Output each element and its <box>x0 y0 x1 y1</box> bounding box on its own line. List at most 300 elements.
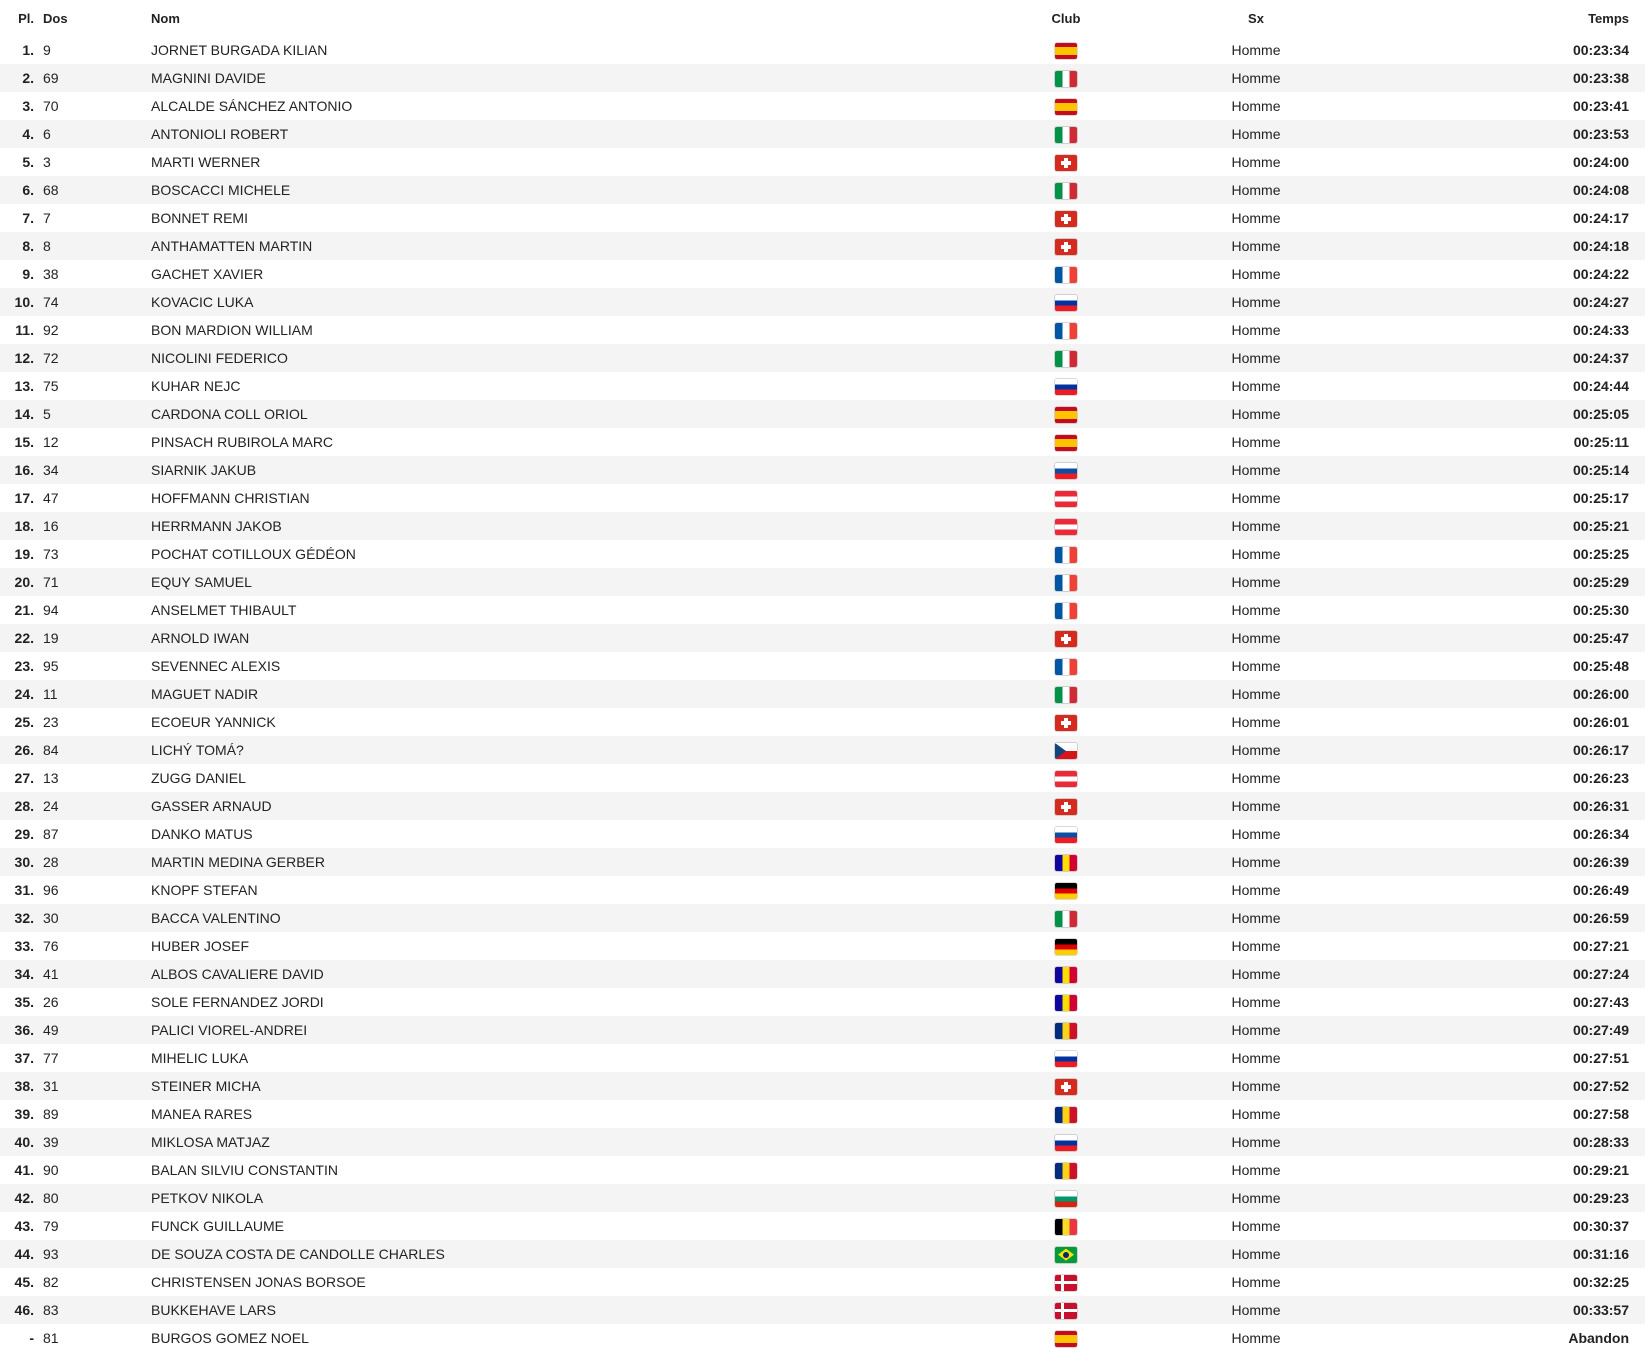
bib-cell: 68 <box>43 182 59 198</box>
flag-ita-icon <box>1055 183 1077 199</box>
flag-slo-icon <box>1055 295 1077 311</box>
bib-cell: 9 <box>43 42 51 58</box>
time-cell: 00:27:52 <box>1572 1078 1629 1094</box>
name-cell: HUBER JOSEF <box>151 938 250 954</box>
flag-ger-icon <box>1055 939 1077 955</box>
table-row <box>0 428 1645 456</box>
club-cell <box>971 148 1161 176</box>
place-cell: 36. <box>14 1022 34 1038</box>
table-header-row <box>0 0 1645 36</box>
bib-cell: 95 <box>43 658 59 674</box>
time-cell: 00:25:21 <box>1572 518 1629 534</box>
club-cell <box>971 792 1161 820</box>
sex-cell: Homme <box>1231 378 1281 394</box>
name-cell: BON MARDION WILLIAM <box>151 322 313 338</box>
table-row <box>0 344 1645 372</box>
time-cell: 00:26:31 <box>1572 798 1629 814</box>
club-cell <box>971 316 1161 344</box>
sex-cell: Homme <box>1231 686 1281 702</box>
place-cell: 10. <box>14 294 34 310</box>
place-cell: 19. <box>14 546 34 562</box>
table-row <box>0 92 1645 120</box>
flag-slo-icon <box>1055 379 1077 395</box>
bib-cell: 71 <box>43 574 59 590</box>
club-cell <box>971 344 1161 372</box>
sex-cell: Homme <box>1231 910 1281 926</box>
time-cell: 00:24:08 <box>1572 182 1629 198</box>
club-cell <box>971 568 1161 596</box>
name-cell: MANEA RARES <box>151 1106 253 1122</box>
place-cell: 43. <box>14 1218 34 1234</box>
club-cell <box>971 260 1161 288</box>
name-cell: KNOPF STEFAN <box>151 882 258 898</box>
bib-cell: 47 <box>43 490 59 506</box>
place-cell: 29. <box>14 826 34 842</box>
place-cell: 35. <box>14 994 34 1010</box>
table-row <box>0 484 1645 512</box>
name-cell: JORNET BURGADA KILIAN <box>151 42 328 58</box>
bib-cell: 77 <box>43 1050 59 1066</box>
table-row <box>0 1156 1645 1184</box>
name-cell: PALICI VIOREL-ANDREI <box>151 1022 308 1038</box>
sex-cell: Homme <box>1231 630 1281 646</box>
time-cell: 00:27:49 <box>1572 1022 1629 1038</box>
club-cell <box>971 36 1161 64</box>
flag-esp-icon <box>1055 99 1077 115</box>
flag-fra-icon <box>1055 547 1077 563</box>
club-cell <box>971 372 1161 400</box>
flag-ita-icon <box>1055 687 1077 703</box>
bib-cell: 38 <box>43 266 59 282</box>
sex-cell: Homme <box>1231 1050 1281 1066</box>
header-club: Club <box>1051 10 1081 26</box>
bib-cell: 19 <box>43 630 59 646</box>
club-cell <box>971 512 1161 540</box>
club-cell <box>971 1240 1161 1268</box>
club-cell <box>971 652 1161 680</box>
sex-cell: Homme <box>1231 322 1281 338</box>
table-row <box>0 400 1645 428</box>
bib-cell: 89 <box>43 1106 59 1122</box>
club-cell <box>971 988 1161 1016</box>
sex-cell: Homme <box>1231 714 1281 730</box>
place-cell: 16. <box>14 462 34 478</box>
table-row <box>0 1240 1645 1268</box>
time-cell: 00:26:23 <box>1572 770 1629 786</box>
header-nom: Nom <box>151 10 180 26</box>
place-cell: 31. <box>14 882 34 898</box>
place-cell: 12. <box>14 350 34 366</box>
bib-cell: 82 <box>43 1274 59 1290</box>
time-cell: 00:24:33 <box>1572 322 1629 338</box>
table-row <box>0 904 1645 932</box>
sex-cell: Homme <box>1231 1330 1281 1346</box>
name-cell: ZUGG DANIEL <box>151 770 246 786</box>
table-row <box>0 1128 1645 1156</box>
time-cell: 00:32:25 <box>1572 1274 1629 1290</box>
table-row <box>0 372 1645 400</box>
bib-cell: 28 <box>43 854 59 870</box>
sex-cell: Homme <box>1231 462 1281 478</box>
place-cell: 39. <box>14 1106 34 1122</box>
name-cell: ECOEUR YANNICK <box>151 714 276 730</box>
place-cell: 24. <box>14 686 34 702</box>
name-cell: EQUY SAMUEL <box>151 574 252 590</box>
table-row <box>0 876 1645 904</box>
name-cell: POCHAT COTILLOUX GÉDÉON <box>151 546 356 562</box>
sex-cell: Homme <box>1231 42 1281 58</box>
bib-cell: 93 <box>43 1246 59 1262</box>
sex-cell: Homme <box>1231 406 1281 422</box>
table-row <box>0 288 1645 316</box>
bib-cell: 72 <box>43 350 59 366</box>
bib-cell: 70 <box>43 98 59 114</box>
sex-cell: Homme <box>1231 490 1281 506</box>
table-row <box>0 1324 1645 1352</box>
flag-esp-icon <box>1055 43 1077 59</box>
time-cell: 00:24:18 <box>1572 238 1629 254</box>
place-cell: 23. <box>14 658 34 674</box>
table-row <box>0 736 1645 764</box>
name-cell: NICOLINI FEDERICO <box>151 350 288 366</box>
table-row <box>0 120 1645 148</box>
flag-and-icon <box>1055 855 1077 871</box>
bib-cell: 23 <box>43 714 59 730</box>
name-cell: CARDONA COLL ORIOL <box>151 406 308 422</box>
table-row <box>0 1212 1645 1240</box>
bib-cell: 26 <box>43 994 59 1010</box>
flag-ita-icon <box>1055 127 1077 143</box>
time-cell: 00:24:37 <box>1572 350 1629 366</box>
time-cell: 00:24:22 <box>1572 266 1629 282</box>
name-cell: FUNCK GUILLAUME <box>151 1218 285 1234</box>
flag-svk-icon <box>1055 827 1077 843</box>
bib-cell: 74 <box>43 294 59 310</box>
bib-cell: 39 <box>43 1134 59 1150</box>
time-cell: 00:26:39 <box>1572 854 1629 870</box>
bib-cell: 73 <box>43 546 59 562</box>
place-cell: 46. <box>14 1302 34 1318</box>
sex-cell: Homme <box>1231 350 1281 366</box>
header-pl: Pl. <box>18 10 34 26</box>
flag-den-icon <box>1055 1275 1077 1291</box>
place-cell: 7. <box>22 210 34 226</box>
club-cell <box>971 92 1161 120</box>
bib-cell: 16 <box>43 518 59 534</box>
time-cell: 00:27:58 <box>1572 1106 1629 1122</box>
flag-rou-icon <box>1055 1107 1077 1123</box>
bib-cell: 13 <box>43 770 59 786</box>
sex-cell: Homme <box>1231 70 1281 86</box>
time-cell: 00:23:34 <box>1572 42 1629 58</box>
table-row <box>0 1268 1645 1296</box>
flag-sui-icon <box>1055 799 1077 815</box>
flag-bra-icon <box>1055 1247 1077 1263</box>
header-temps: Temps <box>1588 10 1629 26</box>
club-cell <box>971 428 1161 456</box>
place-cell: 40. <box>14 1134 34 1150</box>
bib-cell: 31 <box>43 1078 59 1094</box>
table-row <box>0 176 1645 204</box>
place-cell: 14. <box>14 406 34 422</box>
bib-cell: 49 <box>43 1022 59 1038</box>
name-cell: ARNOLD IWAN <box>151 630 250 646</box>
sex-cell: Homme <box>1231 98 1281 114</box>
sex-cell: Homme <box>1231 518 1281 534</box>
table-row <box>0 1072 1645 1100</box>
time-cell: 00:24:44 <box>1572 378 1629 394</box>
time-cell: Abandon <box>1568 1330 1629 1346</box>
place-cell: 17. <box>14 490 34 506</box>
flag-rou-icon <box>1055 1023 1077 1039</box>
club-cell <box>971 1128 1161 1156</box>
club-cell <box>971 120 1161 148</box>
bib-cell: 6 <box>43 126 51 142</box>
club-cell <box>971 1100 1161 1128</box>
table-row <box>0 1100 1645 1128</box>
time-cell: 00:25:30 <box>1572 602 1629 618</box>
club-cell <box>971 820 1161 848</box>
flag-sui-icon <box>1055 155 1077 171</box>
place-cell: 30. <box>14 854 34 870</box>
name-cell: BOSCACCI MICHELE <box>151 182 291 198</box>
time-cell: 00:27:43 <box>1572 994 1629 1010</box>
flag-ita-icon <box>1055 911 1077 927</box>
sex-cell: Homme <box>1231 966 1281 982</box>
name-cell: BALAN SILVIU CONSTANTIN <box>151 1162 338 1178</box>
sex-cell: Homme <box>1231 1078 1281 1094</box>
flag-aut-icon <box>1055 491 1077 507</box>
time-cell: 00:26:34 <box>1572 826 1629 842</box>
time-cell: 00:24:27 <box>1572 294 1629 310</box>
name-cell: DE SOUZA COSTA DE CANDOLLE CHARLES <box>151 1246 445 1262</box>
table-row <box>0 232 1645 260</box>
sex-cell: Homme <box>1231 574 1281 590</box>
time-cell: 00:27:51 <box>1572 1050 1629 1066</box>
sex-cell: Homme <box>1231 1106 1281 1122</box>
sex-cell: Homme <box>1231 938 1281 954</box>
club-cell <box>971 400 1161 428</box>
place-cell: 3. <box>22 98 34 114</box>
club-cell <box>971 540 1161 568</box>
time-cell: 00:24:17 <box>1572 210 1629 226</box>
table-row <box>0 568 1645 596</box>
name-cell: ANTONIOLI ROBERT <box>151 126 289 142</box>
sex-cell: Homme <box>1231 1134 1281 1150</box>
club-cell <box>971 848 1161 876</box>
name-cell: STEINER MICHA <box>151 1078 261 1094</box>
club-cell <box>971 1016 1161 1044</box>
flag-sui-icon <box>1055 715 1077 731</box>
table-row <box>0 1016 1645 1044</box>
bib-cell: 69 <box>43 70 59 86</box>
place-cell: 26. <box>14 742 34 758</box>
sex-cell: Homme <box>1231 602 1281 618</box>
table-row <box>0 204 1645 232</box>
flag-aut-icon <box>1055 771 1077 787</box>
sex-cell: Homme <box>1231 798 1281 814</box>
name-cell: MARTI WERNER <box>151 154 261 170</box>
flag-ita-icon <box>1055 71 1077 87</box>
name-cell: GASSER ARNAUD <box>151 798 272 814</box>
table-row <box>0 848 1645 876</box>
time-cell: 00:33:57 <box>1572 1302 1629 1318</box>
time-cell: 00:26:59 <box>1572 910 1629 926</box>
flag-esp-icon <box>1055 435 1077 451</box>
bib-cell: 96 <box>43 882 59 898</box>
flag-and-icon <box>1055 967 1077 983</box>
time-cell: 00:25:25 <box>1572 546 1629 562</box>
sex-cell: Homme <box>1231 826 1281 842</box>
club-cell <box>971 456 1161 484</box>
time-cell: 00:26:00 <box>1572 686 1629 702</box>
flag-fra-icon <box>1055 267 1077 283</box>
table-row <box>0 36 1645 64</box>
club-cell <box>971 204 1161 232</box>
bib-cell: 83 <box>43 1302 59 1318</box>
bib-cell: 3 <box>43 154 51 170</box>
sex-cell: Homme <box>1231 1162 1281 1178</box>
name-cell: LICHÝ TOMÁ? <box>151 742 244 758</box>
flag-svk-icon <box>1055 463 1077 479</box>
sex-cell: Homme <box>1231 770 1281 786</box>
bib-cell: 80 <box>43 1190 59 1206</box>
club-cell <box>971 1268 1161 1296</box>
name-cell: HERRMANN JAKOB <box>151 518 282 534</box>
club-cell <box>971 960 1161 988</box>
place-cell: 13. <box>14 378 34 394</box>
name-cell: DANKO MATUS <box>151 826 253 842</box>
place-cell: 37. <box>14 1050 34 1066</box>
place-cell: 8. <box>22 238 34 254</box>
bib-cell: 8 <box>43 238 51 254</box>
name-cell: KUHAR NEJC <box>151 378 241 394</box>
name-cell: HOFFMANN CHRISTIAN <box>151 490 310 506</box>
sex-cell: Homme <box>1231 994 1281 1010</box>
name-cell: ANTHAMATTEN MARTIN <box>151 238 313 254</box>
sex-cell: Homme <box>1231 182 1281 198</box>
flag-cze-icon <box>1055 743 1077 759</box>
table-row <box>0 820 1645 848</box>
place-cell: - <box>29 1330 34 1346</box>
time-cell: 00:25:17 <box>1572 490 1629 506</box>
table-row <box>0 316 1645 344</box>
bib-cell: 84 <box>43 742 59 758</box>
club-cell <box>971 232 1161 260</box>
flag-fra-icon <box>1055 575 1077 591</box>
time-cell: 00:31:16 <box>1572 1246 1629 1262</box>
club-cell <box>971 1296 1161 1324</box>
table-row <box>0 540 1645 568</box>
bib-cell: 5 <box>43 406 51 422</box>
table-row <box>0 1044 1645 1072</box>
place-cell: 41. <box>14 1162 34 1178</box>
place-cell: 2. <box>22 70 34 86</box>
club-cell <box>971 680 1161 708</box>
table-row <box>0 64 1645 92</box>
bib-cell: 94 <box>43 602 59 618</box>
flag-bul-icon <box>1055 1191 1077 1207</box>
club-cell <box>971 624 1161 652</box>
sex-cell: Homme <box>1231 126 1281 142</box>
sex-cell: Homme <box>1231 294 1281 310</box>
name-cell: BONNET REMI <box>151 210 248 226</box>
sex-cell: Homme <box>1231 266 1281 282</box>
time-cell: 00:30:37 <box>1572 1218 1629 1234</box>
club-cell <box>971 1044 1161 1072</box>
place-cell: 28. <box>14 798 34 814</box>
time-cell: 00:25:14 <box>1572 462 1629 478</box>
bib-cell: 24 <box>43 798 59 814</box>
place-cell: 34. <box>14 966 34 982</box>
bib-cell: 76 <box>43 938 59 954</box>
place-cell: 27. <box>14 770 34 786</box>
name-cell: MIHELIC LUKA <box>151 1050 249 1066</box>
place-cell: 11. <box>15 322 34 338</box>
table-row <box>0 624 1645 652</box>
flag-and-icon <box>1055 995 1077 1011</box>
place-cell: 15. <box>14 434 34 450</box>
table-row <box>0 1296 1645 1324</box>
sex-cell: Homme <box>1231 1302 1281 1318</box>
club-cell <box>971 1072 1161 1100</box>
flag-sui-icon <box>1055 1079 1077 1095</box>
bib-cell: 12 <box>43 434 59 450</box>
sex-cell: Homme <box>1231 1274 1281 1290</box>
club-cell <box>971 288 1161 316</box>
place-cell: 4. <box>22 126 34 142</box>
table-row <box>0 988 1645 1016</box>
club-cell <box>971 1156 1161 1184</box>
name-cell: ANSELMET THIBAULT <box>151 602 297 618</box>
name-cell: SEVENNEC ALEXIS <box>151 658 281 674</box>
table-row <box>0 764 1645 792</box>
flag-sui-icon <box>1055 211 1077 227</box>
name-cell: PINSACH RUBIROLA MARC <box>151 434 334 450</box>
club-cell <box>971 1212 1161 1240</box>
flag-ita-icon <box>1055 351 1077 367</box>
sex-cell: Homme <box>1231 1022 1281 1038</box>
flag-fra-icon <box>1055 323 1077 339</box>
time-cell: 00:26:17 <box>1572 742 1629 758</box>
place-cell: 21. <box>14 602 34 618</box>
place-cell: 42. <box>14 1190 34 1206</box>
place-cell: 25. <box>14 714 34 730</box>
time-cell: 00:25:29 <box>1572 574 1629 590</box>
sex-cell: Homme <box>1231 154 1281 170</box>
bib-cell: 7 <box>43 210 51 226</box>
time-cell: 00:25:47 <box>1572 630 1629 646</box>
results-body <box>0 36 1645 1352</box>
time-cell: 00:26:01 <box>1572 714 1629 730</box>
club-cell <box>971 1324 1161 1352</box>
sex-cell: Homme <box>1231 1190 1281 1206</box>
club-cell <box>971 932 1161 960</box>
place-cell: 18. <box>14 518 34 534</box>
place-cell: 6. <box>22 182 34 198</box>
name-cell: ALBOS CAVALIERE DAVID <box>151 966 324 982</box>
bib-cell: 41 <box>43 966 59 982</box>
table-row <box>0 260 1645 288</box>
flag-slo-icon <box>1055 1051 1077 1067</box>
table-row <box>0 596 1645 624</box>
club-cell <box>971 876 1161 904</box>
club-cell <box>971 176 1161 204</box>
table-row <box>0 680 1645 708</box>
bib-cell: 30 <box>43 910 59 926</box>
time-cell: 00:29:21 <box>1572 1162 1629 1178</box>
place-cell: 33. <box>14 938 34 954</box>
